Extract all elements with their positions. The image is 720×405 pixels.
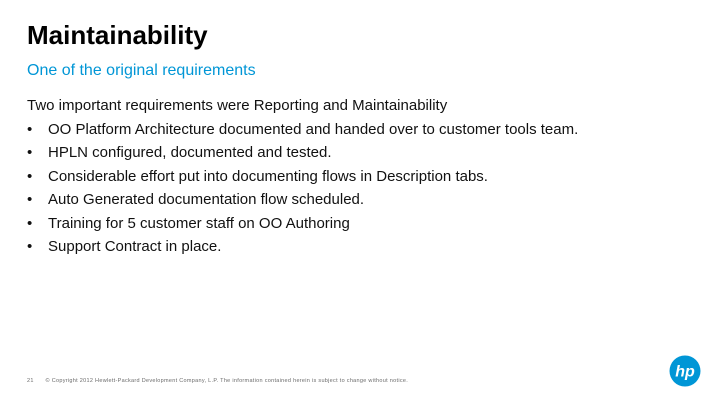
slide-body	[27, 94, 707, 259]
hp-logo-text: hp	[675, 363, 695, 381]
intro-text: Two important requirements were Reporting and Maintainability	[27, 97, 448, 114]
copyright-notice: © Copyright 2012 Hewlett-Packard Development Company, L.P. The information contained herein is subject to change without notice.	[45, 378, 409, 384]
bullet-marker: •	[27, 167, 33, 185]
bullet-marker: •	[27, 120, 33, 138]
slide-footer	[27, 378, 408, 384]
bullet-marker: •	[27, 191, 33, 208]
bullet-text: Training for 5 customer staff on OO Authoring	[48, 214, 350, 232]
bullet-item	[27, 188, 707, 212]
page-number: 21	[27, 378, 34, 384]
bullet-text: Auto Generated documentation flow scheduled.	[48, 191, 365, 208]
bullet-text: HPLN configured, documented and tested.	[48, 144, 332, 161]
bullet-item	[27, 141, 707, 165]
bullet-marker: •	[27, 214, 33, 232]
bullet-item	[27, 165, 707, 189]
slide-title: Maintainability	[27, 20, 208, 50]
bullet-text: Considerable effort put into documenting flows in Description tabs.	[48, 167, 488, 185]
bullet-item	[27, 235, 707, 259]
bullet-text: Support Contract in place.	[48, 238, 222, 255]
bullet-item	[27, 118, 707, 142]
bullet-marker: •	[27, 144, 33, 161]
bullet-marker: •	[27, 238, 33, 255]
bullet-list	[27, 118, 707, 259]
slide-subtitle: One of the original requirements	[27, 62, 256, 79]
bullet-item	[27, 212, 707, 236]
hp-logo-icon	[669, 355, 701, 387]
bullet-text: OO Platform Architecture documented and handed over to customer tools team.	[48, 120, 579, 138]
